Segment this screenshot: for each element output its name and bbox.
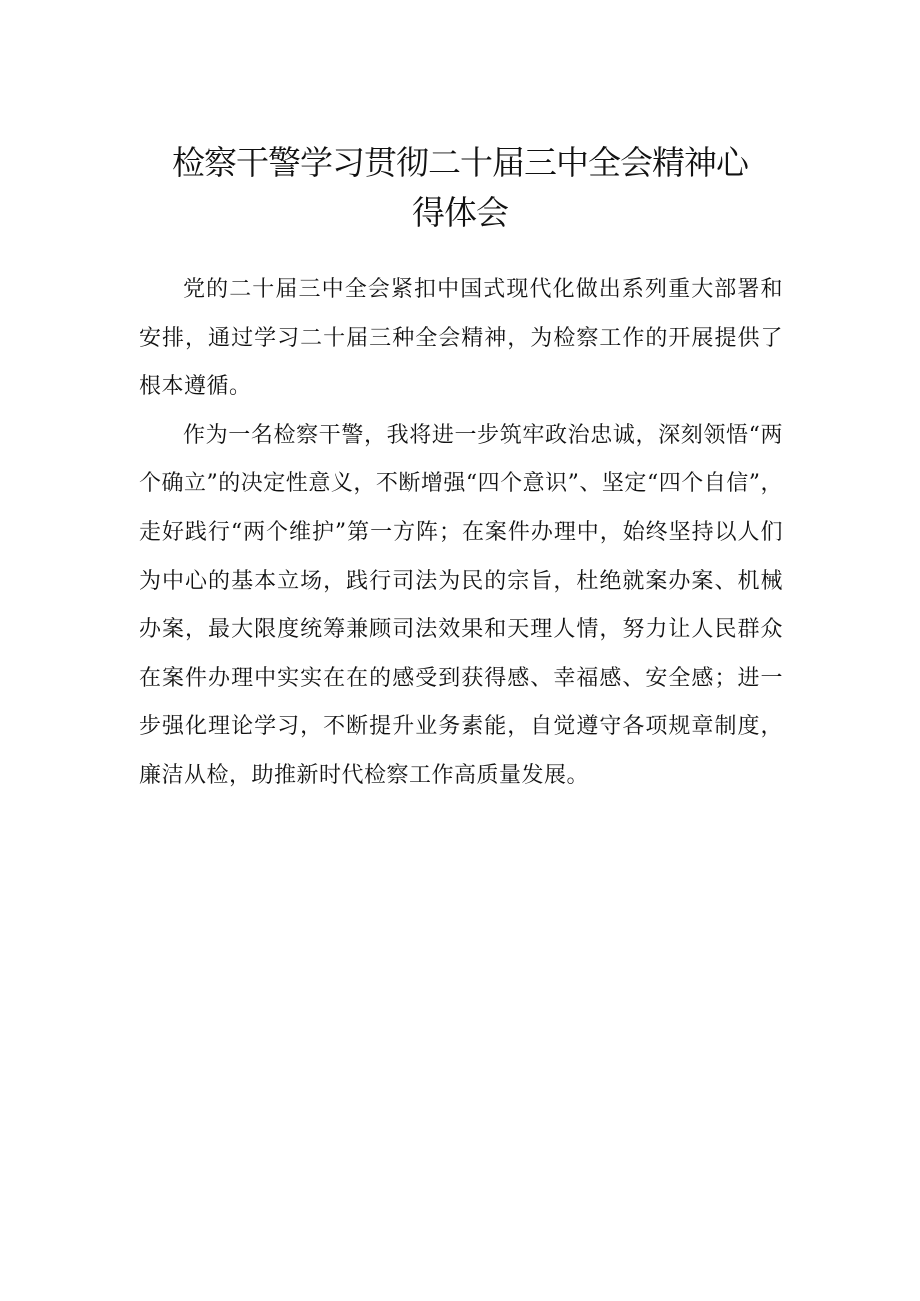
paragraph-1: 党的二十届三中全会紧扣中国式现代化做出系列重大部署和安排，通过学习二十届三种全会精神，为检察工作的开展提供了根本遵循。 — [139, 277, 783, 400]
paragraph-2: 作为一名检察干警，我将进一步筑牢政治忠诚，深刻领悟“两个确立”的决定性意义，不断增强“四个意识”、坚定“四个自信”，走好践行“两个维护”第一方阵；在案件办理中，始终坚持以人们为中心的基本立场，践行司法为民的宗旨，杜绝就案办案、机械办案，最大限度统筹兼顾司法效果和天理人情，努力让人民群众在案件办理中实实在在的感受到获得感、幸福感、安全感；进一步强化理论学习，不断提升业务素能，自觉遵守各项规章制度，廉洁从检，助推新时代检察工作高质量发展。 — [139, 422, 783, 788]
document-title — [140, 138, 780, 238]
document-body — [139, 266, 783, 801]
title-line-1: 检察干警学习贯彻二十届三中全会精神心 — [172, 143, 748, 182]
title-line-2: 得体会 — [412, 193, 508, 232]
